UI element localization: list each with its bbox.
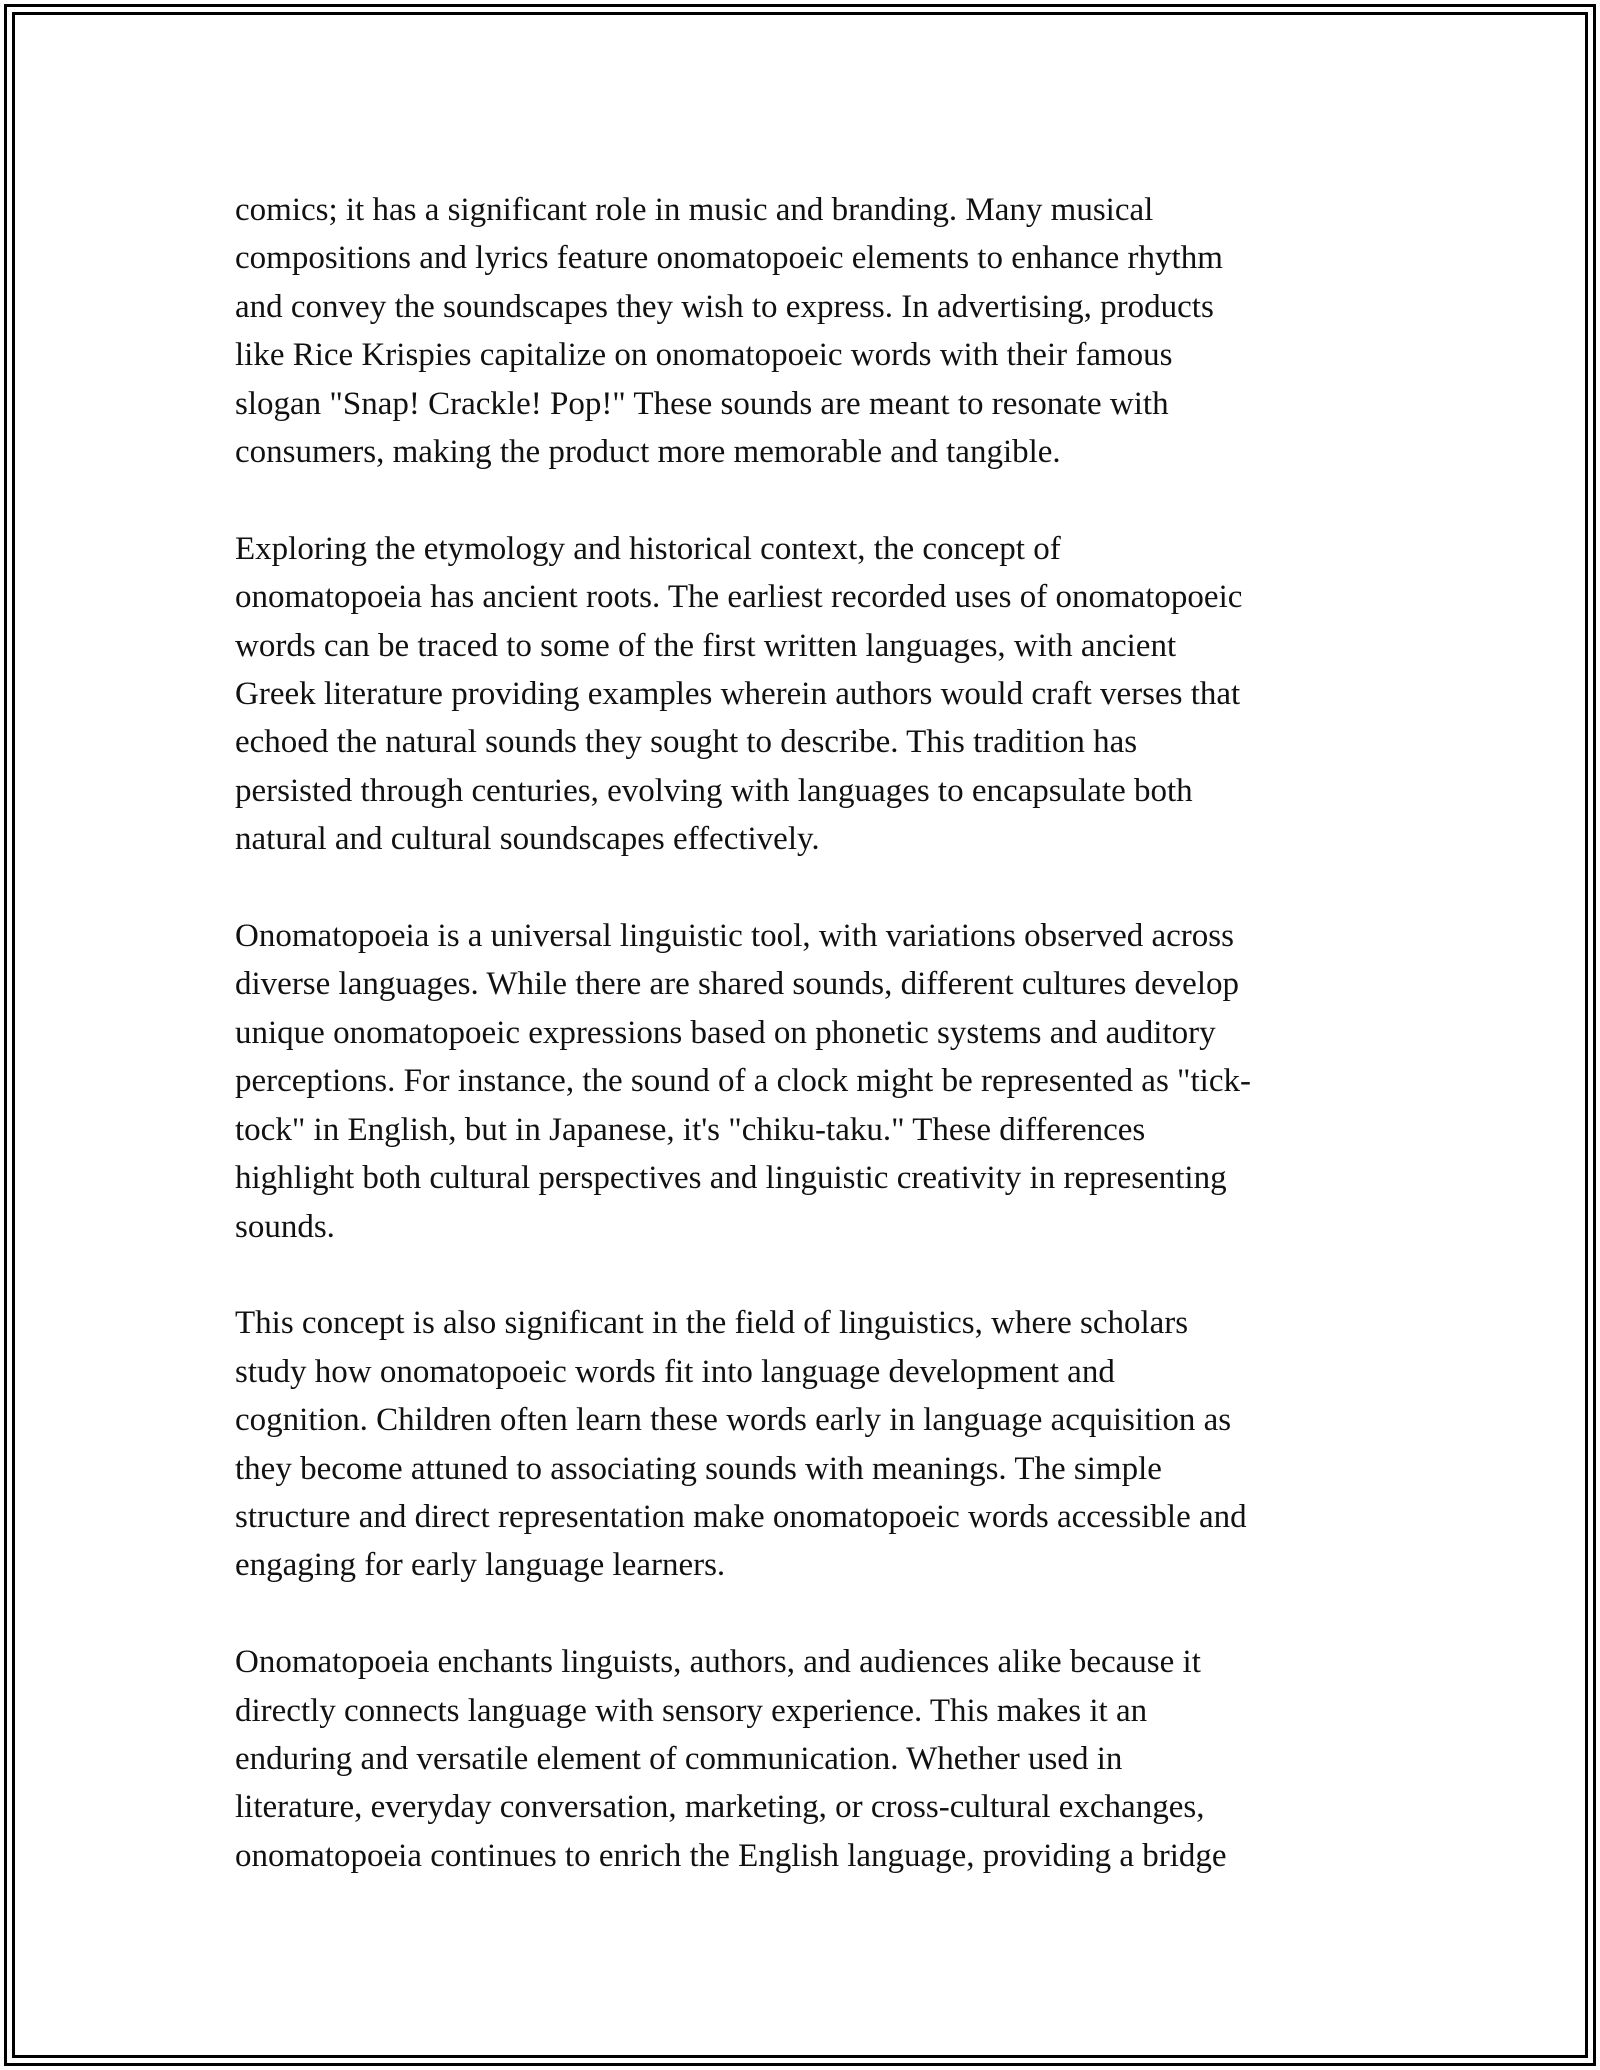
paragraph-cross-language [235, 912, 1375, 1251]
text-line: like Rice Krispies capitalize on onomatopoeic words with their famous [235, 337, 1173, 374]
text-line: highlight both cultural perspectives and linguistic creativity in representing [235, 1160, 1227, 1197]
text-line: unique onomatopoeic expressions based on phonetic systems and auditory [235, 1014, 1216, 1051]
text-line: diverse languages. While there are shared sounds, different cultures develop [235, 966, 1240, 1003]
paragraph-music-branding [235, 186, 1375, 476]
text-line: This concept is also significant in the field of linguistics, where scholars [235, 1305, 1189, 1342]
document-body [235, 186, 1375, 1929]
paragraph-linguistics [235, 1299, 1375, 1589]
text-line: echoed the natural sounds they sought to describe. This tradition has [235, 724, 1138, 761]
text-line: Onomatopoeia enchants linguists, authors, and audiences alike because it [235, 1644, 1201, 1681]
text-line: engaging for early language learners. [235, 1547, 726, 1584]
text-line: onomatopoeia has ancient roots. The earliest recorded uses of onomatopoeic [235, 579, 1243, 616]
text-line: they become attuned to associating sounds with meanings. The simple [235, 1450, 1162, 1487]
text-line: directly connects language with sensory experience. This makes it an [235, 1692, 1148, 1729]
text-line: literature, everyday conversation, marketing, or cross-cultural exchanges, [235, 1789, 1205, 1826]
text-line: cognition. Children often learn these words early in language acquisition as [235, 1402, 1232, 1439]
text-line: perceptions. For instance, the sound of a clock might be represented as "tick- [235, 1063, 1251, 1100]
text-line: Greek literature providing examples wherein authors would craft verses that [235, 676, 1241, 713]
text-line: Onomatopoeia is a universal linguistic tool, with variations observed across [235, 918, 1234, 955]
text-line: tock" in English, but in Japanese, it's "chiku-taku." These differences [235, 1111, 1146, 1148]
text-line: comics; it has a significant role in music and branding. Many musical [235, 192, 1154, 228]
text-line: enduring and versatile element of communication. Whether used in [235, 1740, 1123, 1777]
text-line: compositions and lyrics feature onomatopoeic elements to enhance rhythm [235, 240, 1223, 277]
text-line: consumers, making the product more memorable and tangible. [235, 434, 1061, 471]
text-line: Exploring the etymology and historical context, the concept of [235, 530, 1061, 567]
text-line: slogan "Snap! Crackle! Pop!" These sounds are meant to resonate with [235, 385, 1169, 422]
text-line: structure and direct representation make onomatopoeic words accessible and [235, 1498, 1247, 1535]
text-line: study how onomatopoeic words fit into language development and [235, 1353, 1115, 1390]
text-line: and convey the soundscapes they wish to express. In advertising, products [235, 288, 1214, 325]
text-line: natural and cultural soundscapes effectively. [235, 821, 820, 858]
text-line: onomatopoeia continues to enrich the English language, providing a bridge [235, 1837, 1227, 1874]
text-line: sounds. [235, 1208, 335, 1245]
paragraph-etymology [235, 525, 1375, 864]
text-line: words can be traced to some of the first written languages, with ancient [235, 627, 1177, 664]
text-line: persisted through centuries, evolving with languages to encapsulate both [235, 772, 1193, 809]
paragraph-conclusion [235, 1638, 1375, 1880]
